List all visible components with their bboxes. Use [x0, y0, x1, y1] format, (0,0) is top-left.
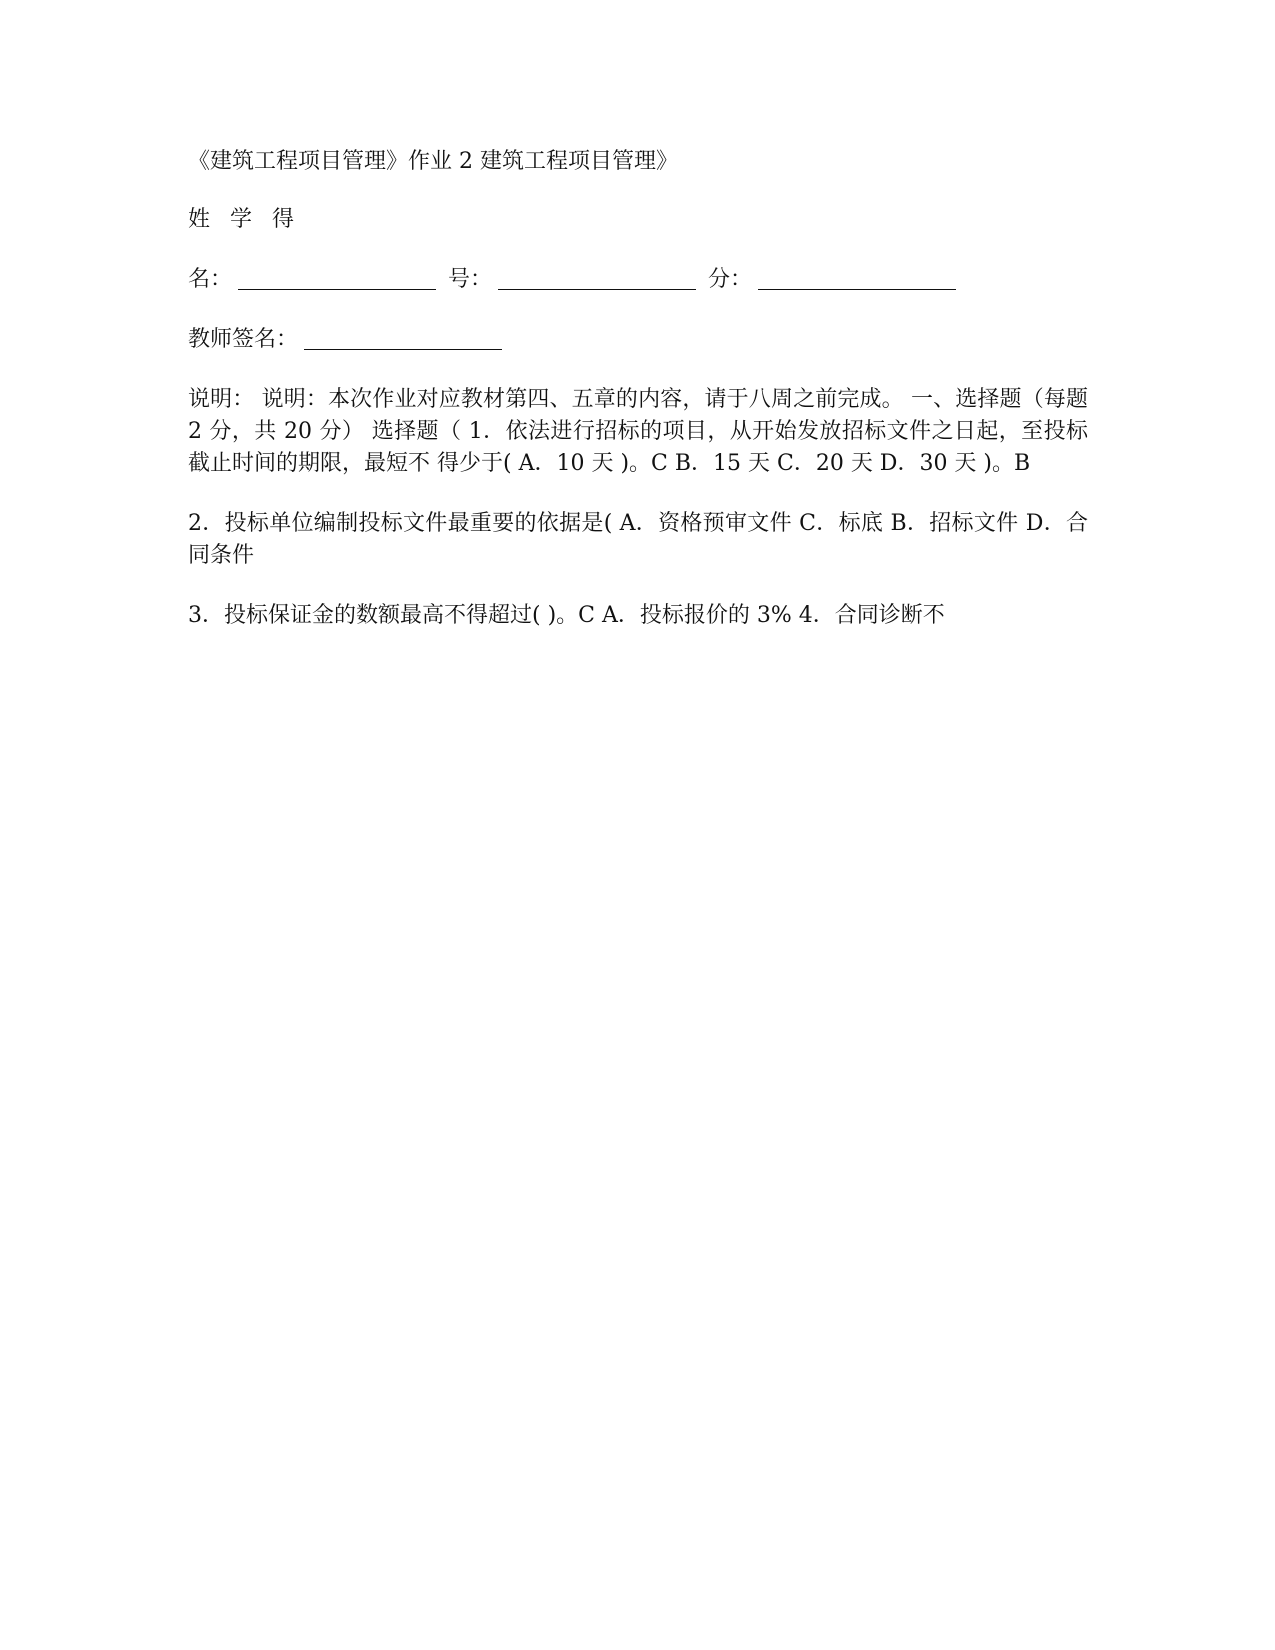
teacher-signature-row: [188, 324, 1088, 356]
header-characters: [188, 204, 1088, 236]
info-fields-row: [188, 264, 1088, 296]
header-char-surname: 姓: [188, 207, 211, 232]
score-blank-line[interactable]: [758, 271, 956, 290]
teacher-signature-field[interactable]: [188, 324, 502, 356]
name-field-label: 名：: [188, 267, 233, 292]
score-field-label: 分：: [708, 267, 753, 292]
number-blank-line[interactable]: [498, 271, 696, 290]
name-blank-line[interactable]: [238, 271, 436, 290]
header-char-score: 得: [272, 207, 295, 232]
document-body: [188, 146, 1088, 660]
teacher-signature-label: 教师签名：: [188, 327, 299, 352]
question-2: 2．投标单位编制投标文件最重要的依据是( A．资格预审文件 C．标底 B．招标文件 D．合同条件: [188, 511, 1088, 568]
document-title: 《建筑工程项目管理》作业 2 建筑工程项目管理》: [188, 149, 678, 174]
instructions-and-question-1: 说明： 说明：本次作业对应教材第四、五章的内容，请于八周之前完成。 一、选择题（每题 2 分，共 20 分） 选择题（ 1．依法进行招标的项目，从开始发放招标文件之日起，至投标截止时间的期限，最短不 得少于( A．10 天 )。C B．15 天 C．20 天 D．30 天 )。B: [188, 387, 1088, 476]
question-3: 3．投标保证金的数额最高不得超过( )。C A．投标报价的 3% 4．合同诊断不: [188, 603, 945, 628]
header-char-student: 学: [230, 207, 253, 232]
number-field-label: 号：: [448, 267, 493, 292]
name-field[interactable]: [188, 264, 436, 296]
score-field[interactable]: [708, 264, 956, 296]
number-field[interactable]: [448, 264, 696, 296]
teacher-signature-blank-line[interactable]: [304, 331, 502, 350]
